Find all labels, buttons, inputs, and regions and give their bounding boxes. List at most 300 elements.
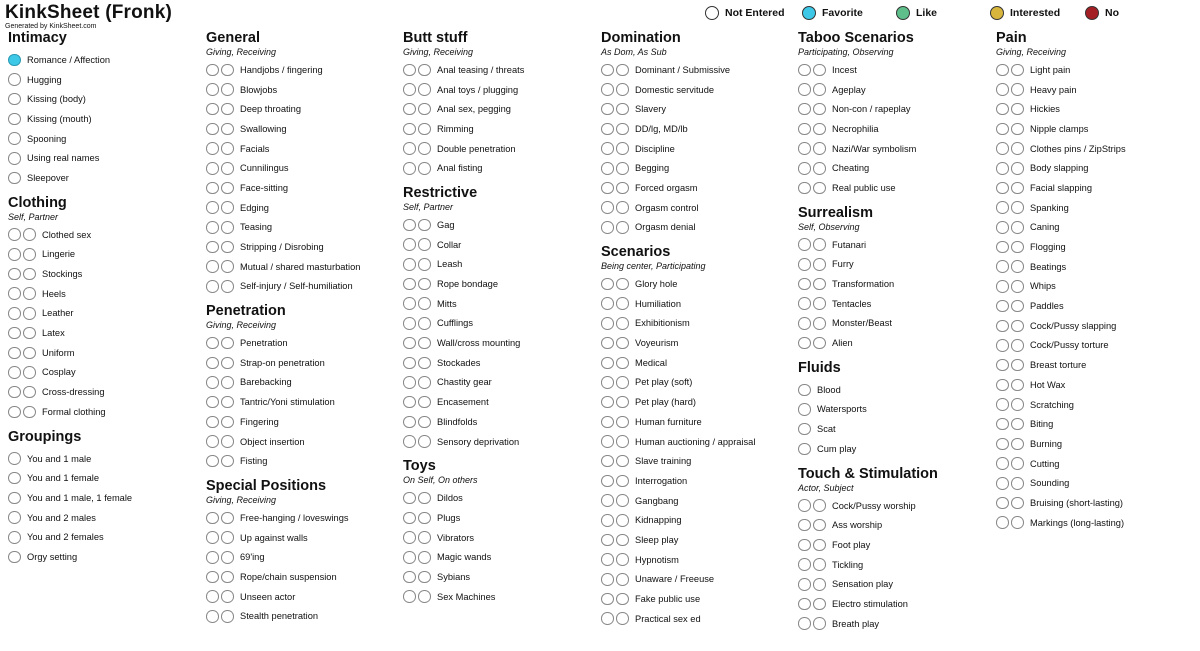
rating-circle-icon[interactable] [221, 337, 234, 350]
rating-circle-icon[interactable] [418, 317, 431, 330]
rating-circle-icon[interactable] [221, 455, 234, 468]
rating-circle-icon[interactable] [1011, 379, 1024, 392]
rating-circle-icon[interactable] [601, 83, 614, 96]
rating-circle-icon[interactable] [601, 182, 614, 195]
rating-circle-icon[interactable] [996, 497, 1009, 510]
rating-circle-icon[interactable] [8, 54, 21, 67]
rating-circle-icon[interactable] [221, 610, 234, 623]
rating-circle-icon[interactable] [8, 268, 21, 281]
rating-circle-icon[interactable] [206, 416, 219, 429]
rating-circle-icon[interactable] [8, 511, 21, 524]
rating-circle-icon[interactable] [616, 573, 629, 586]
item-label: Blindfolds [437, 416, 478, 427]
rating-circle-icon[interactable] [1011, 339, 1024, 352]
rating-circle-icon[interactable] [206, 103, 219, 116]
rating-circle-icon[interactable] [8, 152, 21, 165]
rating-circle-icon[interactable] [23, 327, 36, 340]
rating-circle-icon[interactable] [616, 612, 629, 625]
rating-circle-icon[interactable] [418, 357, 431, 370]
rating-circle-icon[interactable] [813, 578, 826, 591]
rating-circle-icon[interactable] [418, 512, 431, 525]
rating-circle-icon[interactable] [1011, 103, 1024, 116]
rating-circle-icon[interactable] [616, 278, 629, 291]
rating-circle-icon[interactable] [616, 221, 629, 234]
rating-circle-icon[interactable] [616, 201, 629, 214]
rating-circle-icon[interactable] [601, 494, 614, 507]
rating-circle-icon[interactable] [403, 238, 416, 251]
rating-circle-icon[interactable] [206, 260, 219, 273]
item-label: Anal teasing / threats [437, 64, 525, 75]
rating-circle-icon[interactable] [616, 475, 629, 488]
rating-circle-icon[interactable] [1011, 300, 1024, 313]
rating-circle-icon[interactable] [798, 258, 811, 271]
rating-circle-icon[interactable] [798, 403, 811, 416]
rating-circle-icon[interactable] [221, 551, 234, 564]
rating-circle-icon[interactable] [206, 590, 219, 603]
rating-circle-icon[interactable] [1011, 162, 1024, 175]
rating-circle-icon[interactable] [8, 492, 21, 505]
rating-circle-icon[interactable] [8, 406, 21, 419]
rating-circle-icon[interactable] [403, 357, 416, 370]
column-6 [996, 30, 1186, 533]
legend-label: Like [916, 7, 938, 19]
rating-circle-icon[interactable] [8, 386, 21, 399]
rating-circle-icon[interactable] [996, 260, 1009, 273]
rating-circle-icon[interactable] [206, 221, 219, 234]
rating-circle-icon[interactable] [8, 93, 21, 106]
rating-circle-icon[interactable] [813, 598, 826, 611]
rating-circle-icon[interactable] [206, 337, 219, 350]
rating-circle-icon[interactable] [8, 132, 21, 145]
rating-circle-icon[interactable] [601, 201, 614, 214]
rating-circle-icon[interactable] [403, 416, 416, 429]
rating-circle-icon[interactable] [813, 83, 826, 96]
rating-circle-icon[interactable] [23, 287, 36, 300]
legend-item-favorite[interactable] [802, 6, 863, 20]
rating-circle-icon[interactable] [1011, 477, 1024, 490]
rating-circle-icon[interactable] [996, 438, 1009, 451]
rating-circle-icon[interactable] [601, 416, 614, 429]
rating-circle-icon[interactable] [1011, 418, 1024, 431]
rating-circle-icon[interactable] [403, 297, 416, 310]
rating-circle-icon[interactable] [601, 317, 614, 330]
rating-circle-icon[interactable] [206, 396, 219, 409]
rating-circle-icon[interactable] [206, 162, 219, 175]
rating-circle-icon[interactable] [813, 278, 826, 291]
rating-circle-icon[interactable] [813, 317, 826, 330]
rating-circle-icon[interactable] [996, 201, 1009, 214]
rating-circle-icon[interactable] [601, 475, 614, 488]
rating-circle-icon[interactable] [601, 612, 614, 625]
rating-circle-icon[interactable] [798, 182, 811, 195]
rating-circle-icon[interactable] [813, 258, 826, 271]
rating-circle-icon[interactable] [418, 297, 431, 310]
rating-circle-icon[interactable] [616, 103, 629, 116]
rating-circle-icon[interactable] [221, 162, 234, 175]
rating-circle-icon[interactable] [23, 347, 36, 360]
rating-circle-icon[interactable] [813, 103, 826, 116]
rating-circle-icon[interactable] [616, 142, 629, 155]
rating-circle-icon[interactable] [403, 492, 416, 505]
list-item [798, 255, 988, 275]
rating-circle-icon[interactable] [403, 396, 416, 409]
list-item [403, 373, 593, 393]
rating-circle-icon[interactable] [616, 396, 629, 409]
rating-circle-icon[interactable] [221, 260, 234, 273]
item-label: Real public use [832, 182, 896, 193]
rating-circle-icon[interactable] [418, 492, 431, 505]
rating-circle-icon[interactable] [418, 238, 431, 251]
rating-circle-icon[interactable] [8, 327, 21, 340]
rating-circle-icon[interactable] [23, 248, 36, 261]
rating-circle-icon[interactable] [996, 516, 1009, 529]
legend-item-not-entered[interactable] [705, 6, 785, 20]
rating-circle-icon[interactable] [616, 514, 629, 527]
rating-circle-icon[interactable] [206, 280, 219, 293]
rating-circle-icon[interactable] [798, 337, 811, 350]
rating-circle-icon[interactable] [616, 435, 629, 448]
rating-circle-icon[interactable] [221, 83, 234, 96]
rating-circle-icon[interactable] [616, 534, 629, 547]
rating-circle-icon[interactable] [601, 435, 614, 448]
rating-circle-icon[interactable] [996, 64, 1009, 77]
rating-circle-icon[interactable] [1011, 260, 1024, 273]
rating-circle-icon[interactable] [206, 455, 219, 468]
rating-circle-icon[interactable] [1011, 182, 1024, 195]
list-item [601, 274, 791, 294]
rating-circle-icon[interactable] [221, 376, 234, 389]
rating-circle-icon[interactable] [813, 519, 826, 532]
rating-circle-icon[interactable] [601, 142, 614, 155]
rating-circle-icon[interactable] [221, 357, 234, 370]
rating-circle-icon[interactable] [206, 64, 219, 77]
rating-circle-icon[interactable] [1011, 83, 1024, 96]
rating-circle-icon[interactable] [616, 553, 629, 566]
rating-circle-icon[interactable] [601, 357, 614, 370]
rating-circle-icon[interactable] [418, 83, 431, 96]
rating-circle-icon[interactable] [813, 64, 826, 77]
rating-circle-icon[interactable] [221, 182, 234, 195]
rating-circle-icon[interactable] [221, 280, 234, 293]
rating-circle-icon[interactable] [996, 418, 1009, 431]
legend-item-no[interactable] [1085, 6, 1119, 20]
rating-circle-icon[interactable] [403, 103, 416, 116]
rating-circle-icon[interactable] [1011, 320, 1024, 333]
rating-circle-icon[interactable] [601, 534, 614, 547]
rating-circle-icon[interactable] [798, 278, 811, 291]
rating-circle-icon[interactable] [418, 551, 431, 564]
rating-circle-icon[interactable] [1011, 457, 1024, 470]
rating-circle-icon[interactable] [418, 396, 431, 409]
rating-circle-icon[interactable] [221, 396, 234, 409]
rating-circle-icon[interactable] [418, 219, 431, 232]
rating-circle-icon[interactable] [798, 539, 811, 552]
rating-circle-icon[interactable] [418, 64, 431, 77]
rating-circle-icon[interactable] [996, 280, 1009, 293]
rating-circle-icon[interactable] [403, 531, 416, 544]
rating-circle-icon[interactable] [1011, 142, 1024, 155]
rating-circle-icon[interactable] [601, 162, 614, 175]
rating-circle-icon[interactable] [221, 201, 234, 214]
rating-circle-icon[interactable] [221, 416, 234, 429]
rating-circle-icon[interactable] [418, 416, 431, 429]
rating-circle-icon[interactable] [996, 182, 1009, 195]
rating-circle-icon[interactable] [798, 578, 811, 591]
rating-circle-icon[interactable] [1011, 221, 1024, 234]
rating-circle-icon[interactable] [798, 558, 811, 571]
rating-circle-icon[interactable] [418, 142, 431, 155]
rating-circle-icon[interactable] [813, 337, 826, 350]
rating-circle-icon[interactable] [418, 435, 431, 448]
rating-circle-icon[interactable] [206, 201, 219, 214]
rating-circle-icon[interactable] [1011, 123, 1024, 136]
rating-circle-icon[interactable] [601, 455, 614, 468]
rating-circle-icon[interactable] [1011, 497, 1024, 510]
rating-circle-icon[interactable] [1011, 398, 1024, 411]
rating-circle-icon[interactable] [403, 142, 416, 155]
rating-circle-icon[interactable] [221, 590, 234, 603]
rating-circle-icon[interactable] [221, 241, 234, 254]
rating-circle-icon[interactable] [23, 366, 36, 379]
rating-circle-icon[interactable] [8, 366, 21, 379]
rating-circle-icon[interactable] [1011, 201, 1024, 214]
rating-circle-icon[interactable] [206, 182, 219, 195]
rating-circle-icon[interactable] [418, 103, 431, 116]
list-item [206, 99, 396, 119]
rating-circle-icon[interactable] [996, 320, 1009, 333]
rating-circle-icon[interactable] [616, 64, 629, 77]
rating-circle-icon[interactable] [996, 83, 1009, 96]
rating-circle-icon[interactable] [403, 337, 416, 350]
rating-circle-icon[interactable] [601, 514, 614, 527]
rating-circle-icon[interactable] [798, 103, 811, 116]
rating-circle-icon[interactable] [798, 519, 811, 532]
rating-circle-icon[interactable] [8, 531, 21, 544]
legend-circle-icon [802, 6, 816, 20]
rating-circle-icon[interactable] [601, 593, 614, 606]
rating-circle-icon[interactable] [1011, 516, 1024, 529]
rating-circle-icon[interactable] [418, 162, 431, 175]
rating-circle-icon[interactable] [221, 142, 234, 155]
rating-circle-icon[interactable] [206, 610, 219, 623]
rating-circle-icon[interactable] [798, 238, 811, 251]
rating-circle-icon[interactable] [403, 590, 416, 603]
rating-circle-icon[interactable] [616, 593, 629, 606]
rating-circle-icon[interactable] [798, 423, 811, 436]
rating-circle-icon[interactable] [996, 142, 1009, 155]
list-item [996, 80, 1186, 100]
rating-circle-icon[interactable] [996, 477, 1009, 490]
rating-circle-icon[interactable] [996, 103, 1009, 116]
rating-circle-icon[interactable] [403, 162, 416, 175]
rating-circle-icon[interactable] [8, 228, 21, 241]
rating-circle-icon[interactable] [813, 162, 826, 175]
rating-circle-icon[interactable] [798, 317, 811, 330]
rating-circle-icon[interactable] [813, 558, 826, 571]
rating-circle-icon[interactable] [8, 472, 21, 485]
item-label: Edging [240, 202, 269, 213]
rating-circle-icon[interactable] [616, 162, 629, 175]
rating-circle-icon[interactable] [221, 531, 234, 544]
rating-circle-icon[interactable] [996, 221, 1009, 234]
rating-circle-icon[interactable] [8, 172, 21, 185]
rating-circle-icon[interactable] [798, 162, 811, 175]
rating-circle-icon[interactable] [601, 64, 614, 77]
rating-circle-icon[interactable] [8, 347, 21, 360]
rating-circle-icon[interactable] [206, 512, 219, 525]
rating-circle-icon[interactable] [221, 512, 234, 525]
rating-circle-icon[interactable] [601, 396, 614, 409]
rating-circle-icon[interactable] [616, 317, 629, 330]
rating-circle-icon[interactable] [418, 376, 431, 389]
rating-circle-icon[interactable] [996, 457, 1009, 470]
rating-circle-icon[interactable] [996, 398, 1009, 411]
rating-circle-icon[interactable] [798, 499, 811, 512]
rating-circle-icon[interactable] [23, 307, 36, 320]
rating-circle-icon[interactable] [8, 452, 21, 465]
rating-circle-icon[interactable] [403, 571, 416, 584]
rating-circle-icon[interactable] [206, 123, 219, 136]
rating-circle-icon[interactable] [996, 123, 1009, 136]
rating-circle-icon[interactable] [8, 248, 21, 261]
rating-circle-icon[interactable] [996, 300, 1009, 313]
rating-circle-icon[interactable] [1011, 64, 1024, 77]
item-label: Non-con / rapeplay [832, 104, 911, 115]
rating-circle-icon[interactable] [616, 297, 629, 310]
rating-circle-icon[interactable] [996, 241, 1009, 254]
rating-circle-icon[interactable] [813, 182, 826, 195]
rating-circle-icon[interactable] [813, 297, 826, 310]
rating-circle-icon[interactable] [813, 142, 826, 155]
rating-circle-icon[interactable] [23, 228, 36, 241]
rating-circle-icon[interactable] [23, 386, 36, 399]
rating-circle-icon[interactable] [601, 123, 614, 136]
rating-circle-icon[interactable] [8, 73, 21, 86]
rating-circle-icon[interactable] [1011, 280, 1024, 293]
rating-circle-icon[interactable] [221, 221, 234, 234]
rating-circle-icon[interactable] [616, 494, 629, 507]
rating-circle-icon[interactable] [221, 571, 234, 584]
rating-circle-icon[interactable] [23, 406, 36, 419]
rating-circle-icon[interactable] [798, 64, 811, 77]
rating-circle-icon[interactable] [403, 435, 416, 448]
rating-circle-icon[interactable] [206, 241, 219, 254]
rating-circle-icon[interactable] [403, 83, 416, 96]
rating-circle-icon[interactable] [206, 142, 219, 155]
rating-circle-icon[interactable] [206, 376, 219, 389]
rating-circle-icon[interactable] [601, 553, 614, 566]
rating-circle-icon[interactable] [813, 499, 826, 512]
rating-circle-icon[interactable] [403, 258, 416, 271]
rating-circle-icon[interactable] [418, 278, 431, 291]
rating-circle-icon[interactable] [206, 571, 219, 584]
rating-circle-icon[interactable] [798, 83, 811, 96]
rating-circle-icon[interactable] [798, 443, 811, 456]
rating-circle-icon[interactable] [403, 123, 416, 136]
rating-circle-icon[interactable] [418, 590, 431, 603]
legend-item-interested[interactable] [990, 6, 1060, 20]
rating-circle-icon[interactable] [418, 258, 431, 271]
rating-circle-icon[interactable] [616, 376, 629, 389]
rating-circle-icon[interactable] [616, 416, 629, 429]
rating-circle-icon[interactable] [616, 455, 629, 468]
rating-circle-icon[interactable] [8, 287, 21, 300]
rating-circle-icon[interactable] [418, 571, 431, 584]
rating-circle-icon[interactable] [221, 103, 234, 116]
rating-circle-icon[interactable] [403, 317, 416, 330]
rating-circle-icon[interactable] [813, 238, 826, 251]
rating-circle-icon[interactable] [418, 337, 431, 350]
rating-circle-icon[interactable] [798, 297, 811, 310]
legend-item-like[interactable] [896, 6, 937, 20]
rating-circle-icon[interactable] [206, 435, 219, 448]
rating-circle-icon[interactable] [8, 113, 21, 126]
rating-circle-icon[interactable] [996, 359, 1009, 372]
list-item [798, 235, 988, 255]
rating-circle-icon[interactable] [221, 64, 234, 77]
rating-circle-icon[interactable] [8, 551, 21, 564]
list-item [601, 609, 791, 629]
rating-circle-icon[interactable] [8, 307, 21, 320]
rating-circle-icon[interactable] [996, 379, 1009, 392]
rating-circle-icon[interactable] [601, 103, 614, 116]
rating-circle-icon[interactable] [403, 219, 416, 232]
rating-circle-icon[interactable] [798, 598, 811, 611]
rating-circle-icon[interactable] [601, 376, 614, 389]
rating-circle-icon[interactable] [616, 357, 629, 370]
rating-circle-icon[interactable] [798, 617, 811, 630]
rating-circle-icon[interactable] [23, 268, 36, 281]
rating-circle-icon[interactable] [221, 123, 234, 136]
rating-circle-icon[interactable] [403, 64, 416, 77]
rating-circle-icon[interactable] [601, 337, 614, 350]
rating-circle-icon[interactable] [1011, 359, 1024, 372]
rating-circle-icon[interactable] [616, 123, 629, 136]
rating-circle-icon[interactable] [616, 337, 629, 350]
rating-circle-icon[interactable] [403, 376, 416, 389]
item-label: Facials [240, 143, 270, 154]
rating-circle-icon[interactable] [403, 551, 416, 564]
rating-circle-icon[interactable] [996, 162, 1009, 175]
rating-circle-icon[interactable] [798, 123, 811, 136]
rating-circle-icon[interactable] [1011, 241, 1024, 254]
rating-circle-icon[interactable] [996, 339, 1009, 352]
rating-circle-icon[interactable] [798, 384, 811, 397]
rating-circle-icon[interactable] [206, 357, 219, 370]
rating-circle-icon[interactable] [206, 531, 219, 544]
rating-circle-icon[interactable] [418, 531, 431, 544]
rating-circle-icon[interactable] [616, 83, 629, 96]
rating-circle-icon[interactable] [206, 551, 219, 564]
rating-circle-icon[interactable] [403, 278, 416, 291]
rating-circle-icon[interactable] [601, 573, 614, 586]
list-item [8, 129, 198, 149]
rating-circle-icon[interactable] [616, 182, 629, 195]
rating-circle-icon[interactable] [813, 539, 826, 552]
rating-circle-icon[interactable] [601, 221, 614, 234]
rating-circle-icon[interactable] [813, 617, 826, 630]
rating-circle-icon[interactable] [418, 123, 431, 136]
rating-circle-icon[interactable] [813, 123, 826, 136]
rating-circle-icon[interactable] [403, 512, 416, 525]
rating-circle-icon[interactable] [1011, 438, 1024, 451]
rating-circle-icon[interactable] [601, 278, 614, 291]
rating-circle-icon[interactable] [798, 142, 811, 155]
rating-circle-icon[interactable] [221, 435, 234, 448]
item-label: Exhibitionism [635, 318, 690, 329]
rating-circle-icon[interactable] [601, 297, 614, 310]
rating-circle-icon[interactable] [206, 83, 219, 96]
